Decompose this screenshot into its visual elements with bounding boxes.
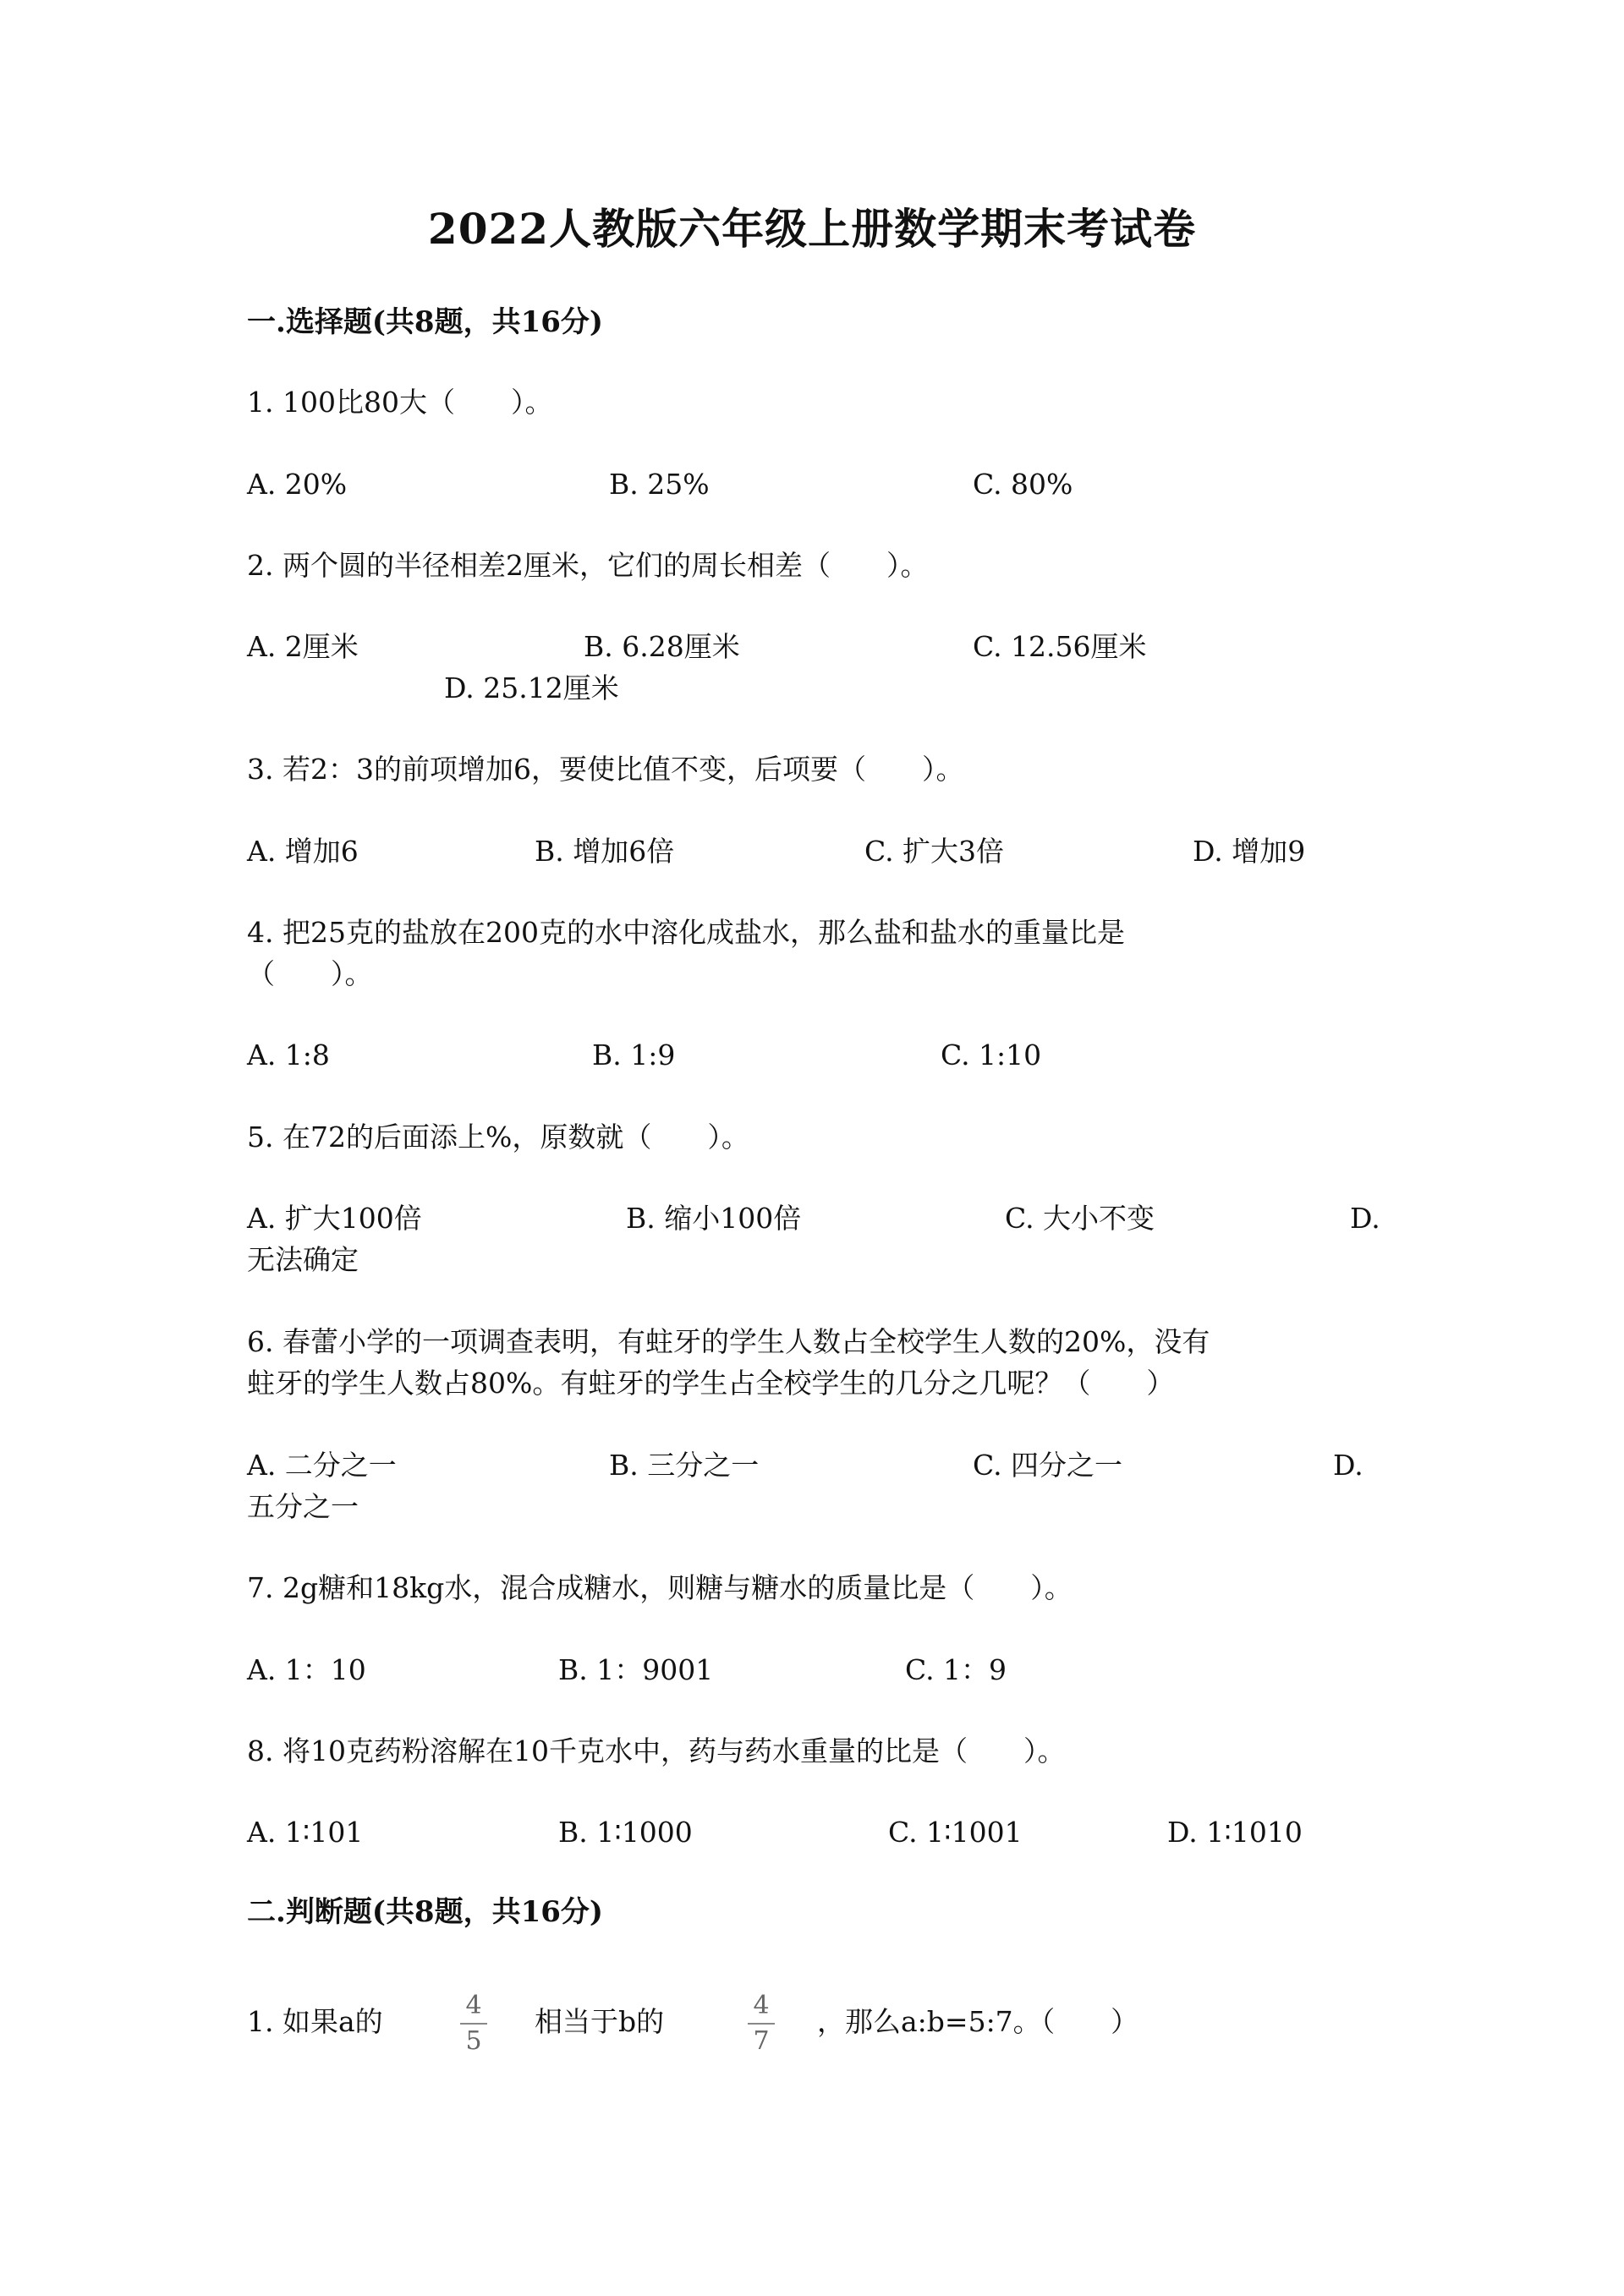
question-3-option-d: D. 增加9 xyxy=(1193,835,1306,868)
fraction-denominator: 7 xyxy=(753,2026,770,2056)
fraction-bar xyxy=(460,2023,487,2025)
question-3-option-b: B. 增加6倍 xyxy=(535,835,675,868)
question-2-option-d: D. 25.12厘米 xyxy=(444,671,619,704)
question-1-stem: 1. 100比80大（ ）。 xyxy=(247,386,553,419)
question-7-option-a: A. 1：10 xyxy=(247,1653,366,1686)
question-6-stem-line-2: 蛀牙的学生人数占80%。有蛀牙的学生占全校学生的几分之几呢？（ ） xyxy=(247,1367,1175,1400)
question-3-option-c: C. 扩大3倍 xyxy=(864,835,1005,868)
question-8-option-d: D. 1∶1010 xyxy=(1167,1816,1303,1849)
question-2-option-b: B. 6.28厘米 xyxy=(584,630,740,663)
question-4-stem-line-2: （ ）。 xyxy=(247,957,373,990)
question-1-option-c: C. 80% xyxy=(973,468,1073,501)
question-4-option-b: B. 1:9 xyxy=(592,1038,676,1071)
fraction-numerator: 4 xyxy=(753,1991,770,2020)
judgement-1-text-part-2: 相当于b的 xyxy=(535,2005,665,2038)
question-2-stem: 2. 两个圆的半径相差2厘米，它们的周长相差（ ）。 xyxy=(247,549,929,582)
question-6-stem-line-1: 6. 春蕾小学的一项调查表明，有蛀牙的学生人数占全校学生人数的20%，没有 xyxy=(247,1325,1210,1358)
question-5-option-d-label: D. xyxy=(1350,1202,1380,1235)
fraction-bar xyxy=(748,2023,775,2025)
question-6-option-d-label: D. xyxy=(1333,1449,1363,1482)
question-4-stem-line-1: 4. 把25克的盐放在200克的水中溶化成盐水，那么盐和盐水的重量比是 xyxy=(247,916,1125,949)
question-5-stem: 5. 在72的后面添上%，原数就（ ）。 xyxy=(247,1121,749,1153)
question-8-option-a: A. 1∶101 xyxy=(247,1816,364,1849)
question-7-option-b: B. 1：9001 xyxy=(558,1653,714,1686)
question-8-stem: 8. 将10克药粉溶解在10千克水中，药与药水重量的比是（ ）。 xyxy=(247,1734,1066,1767)
question-7-option-c: C. 1：9 xyxy=(905,1653,1007,1686)
question-2-option-a: A. 2厘米 xyxy=(247,630,359,663)
question-3-stem: 3. 若2：3的前项增加6，要使比值不变，后项要（ ）。 xyxy=(247,753,964,786)
fraction-four-sevenths xyxy=(744,1991,778,2057)
question-5-option-d-text: 无法确定 xyxy=(247,1243,359,1276)
question-1-option-b: B. 25% xyxy=(609,468,710,501)
question-4-option-c: C. 1:10 xyxy=(941,1038,1042,1071)
fraction-four-fifths xyxy=(457,1991,491,2057)
judgement-1-text-part-1: 1. 如果a的 xyxy=(247,2005,383,2038)
question-3-option-a: A. 增加6 xyxy=(247,835,359,868)
judgement-1-text-part-3: ，那么a:b=5:7。（ ） xyxy=(817,2005,1139,2038)
question-2-option-c: C. 12.56厘米 xyxy=(973,630,1147,663)
question-6-option-c: C. 四分之一 xyxy=(973,1449,1123,1482)
question-7-stem: 7. 2g糖和18kg水，混合成糖水，则糖与糖水的质量比是（ ）。 xyxy=(247,1571,1073,1604)
question-4-option-a: A. 1:8 xyxy=(247,1038,330,1071)
question-5-option-b: B. 缩小100倍 xyxy=(626,1202,802,1235)
question-6-option-b: B. 三分之一 xyxy=(609,1449,760,1482)
question-5-option-c: C. 大小不变 xyxy=(1005,1202,1155,1235)
page-title: 2022人教版六年级上册数学期末考试卷 xyxy=(427,204,1197,254)
fraction-denominator: 5 xyxy=(465,2026,482,2056)
section-heading-judgement: 二.判断题(共8题，共16分) xyxy=(247,1895,603,1929)
question-6-option-a: A. 二分之一 xyxy=(247,1449,397,1482)
question-6-option-d-text: 五分之一 xyxy=(247,1490,359,1523)
fraction-numerator: 4 xyxy=(465,1991,482,2020)
question-8-option-b: B. 1∶1000 xyxy=(558,1816,693,1849)
section-heading-choice: 一.选择题(共8题，共16分) xyxy=(247,305,603,339)
question-5-option-a: A. 扩大100倍 xyxy=(247,1202,422,1235)
question-1-option-a: A. 20% xyxy=(247,468,348,501)
question-8-option-c: C. 1∶1001 xyxy=(888,1816,1023,1849)
